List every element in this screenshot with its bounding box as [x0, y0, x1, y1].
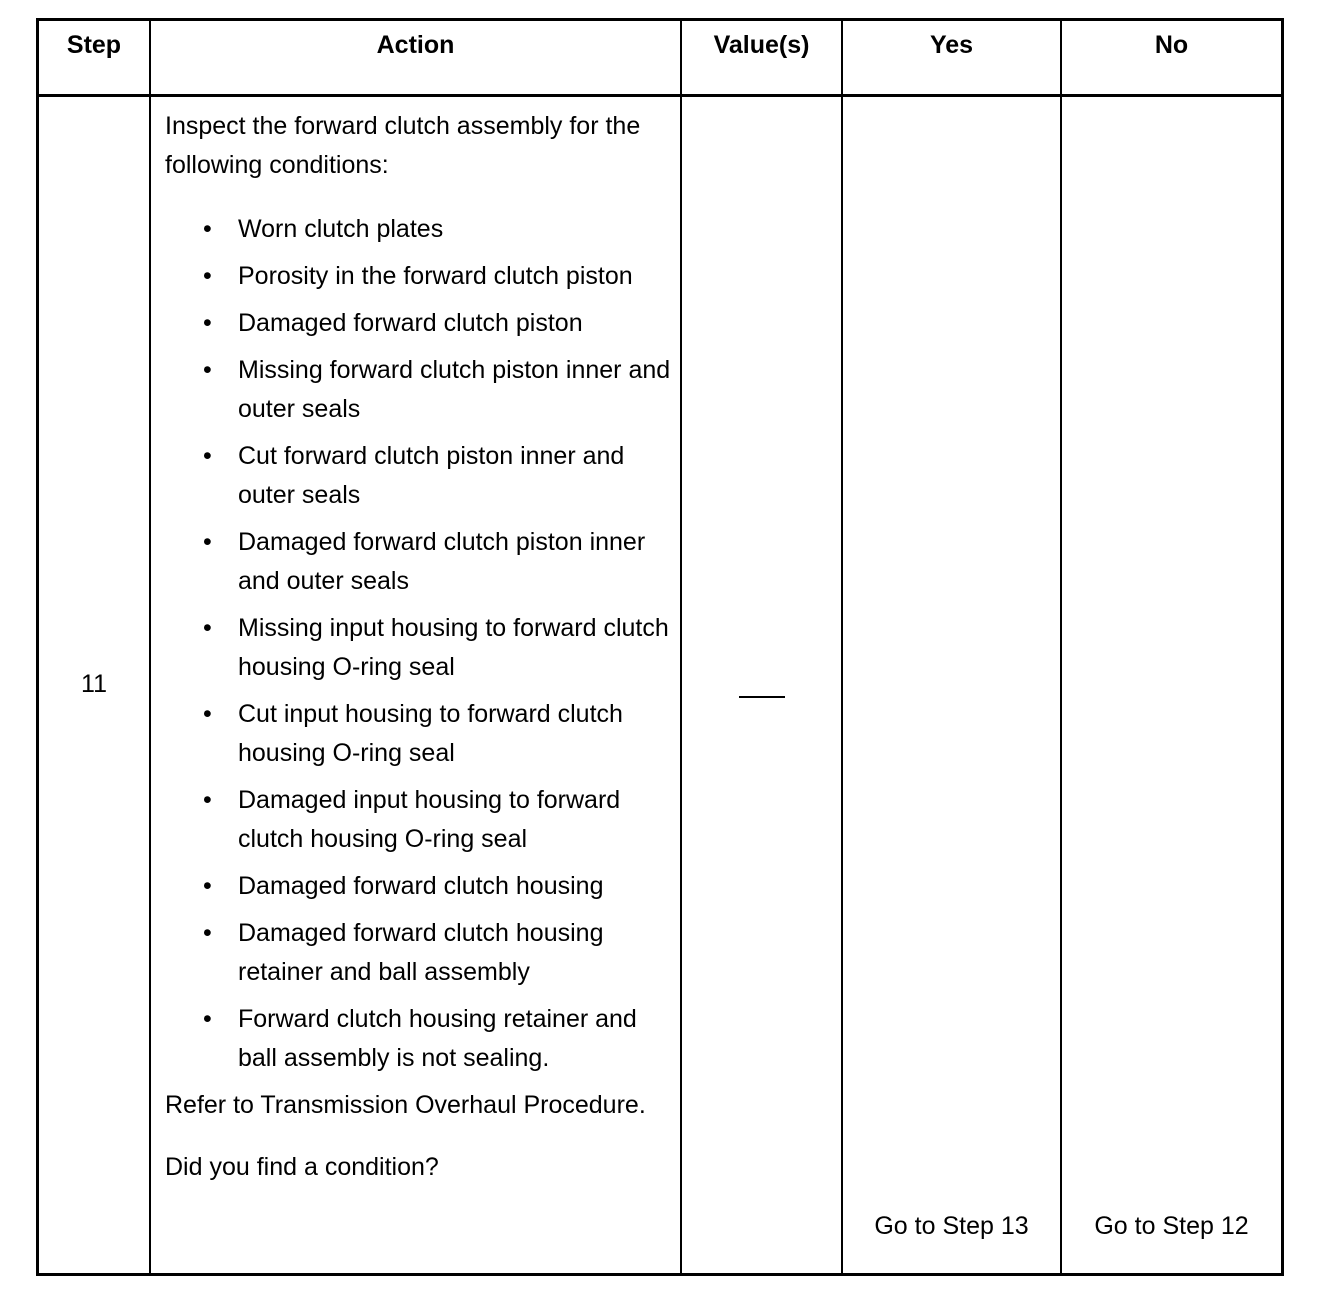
condition-list	[165, 210, 672, 1078]
header-action: Action	[150, 21, 681, 95]
condition-text: Damaged forward clutch housing retainer and ball assembly	[238, 918, 604, 986]
bullet-icon: •	[203, 918, 212, 947]
list-item	[165, 257, 672, 296]
header-no: No	[1061, 21, 1281, 95]
bullet-icon: •	[203, 871, 212, 900]
action-cell	[150, 95, 681, 1273]
condition-text: Porosity in the forward clutch piston	[238, 261, 633, 290]
no-value-dash	[739, 696, 785, 698]
list-item	[165, 437, 672, 515]
condition-text: Damaged forward clutch piston	[238, 308, 583, 337]
condition-text: Forward clutch housing retainer and ball assembly is not sealing.	[238, 1004, 637, 1072]
header-yes: Yes	[842, 21, 1061, 95]
header-row	[39, 21, 1281, 95]
table-row	[39, 95, 1281, 1273]
bullet-icon: •	[203, 261, 212, 290]
list-item	[165, 304, 672, 343]
condition-text: Damaged input housing to forward clutch housing O-ring seal	[238, 785, 621, 853]
list-item	[165, 210, 672, 249]
list-item	[165, 523, 672, 601]
bullet-icon: •	[203, 441, 212, 470]
diagnostic-table	[39, 21, 1281, 1273]
bullet-icon: •	[203, 699, 212, 728]
bullet-icon: •	[203, 214, 212, 243]
condition-text: Damaged forward clutch housing	[238, 871, 604, 900]
step-number: 11	[39, 95, 150, 1273]
list-item	[165, 1000, 672, 1078]
refer-procedure: Refer to Transmission Overhaul Procedure.	[165, 1090, 646, 1119]
list-item	[165, 695, 672, 773]
bullet-icon: •	[203, 355, 212, 384]
bullet-icon: •	[203, 1004, 212, 1033]
bullet-icon: •	[203, 785, 212, 814]
condition-text: Cut input housing to forward clutch housing O-ring seal	[238, 699, 623, 767]
list-item	[165, 781, 672, 859]
condition-text: Missing forward clutch piston inner and outer seals	[238, 355, 671, 423]
condition-text: Worn clutch plates	[238, 214, 444, 243]
no-result: Go to Step 12	[1061, 95, 1281, 1273]
diagnostic-table-frame	[36, 18, 1284, 1276]
list-item	[165, 867, 672, 906]
bullet-icon: •	[203, 527, 212, 556]
list-item	[165, 351, 672, 429]
yes-result: Go to Step 13	[842, 95, 1061, 1273]
condition-text: Damaged forward clutch piston inner and outer seals	[238, 527, 646, 595]
header-step: Step	[39, 21, 150, 95]
action-question: Did you find a condition?	[165, 1152, 439, 1181]
header-values: Value(s)	[681, 21, 842, 95]
condition-text: Cut forward clutch piston inner and outer seals	[238, 441, 625, 509]
action-intro: Inspect the forward clutch assembly for the following conditions:	[165, 111, 641, 179]
bullet-icon: •	[203, 613, 212, 642]
list-item	[165, 609, 672, 687]
value-cell	[681, 95, 842, 1273]
list-item	[165, 914, 672, 992]
condition-text: Missing input housing to forward clutch housing O-ring seal	[238, 613, 669, 681]
bullet-icon: •	[203, 308, 212, 337]
